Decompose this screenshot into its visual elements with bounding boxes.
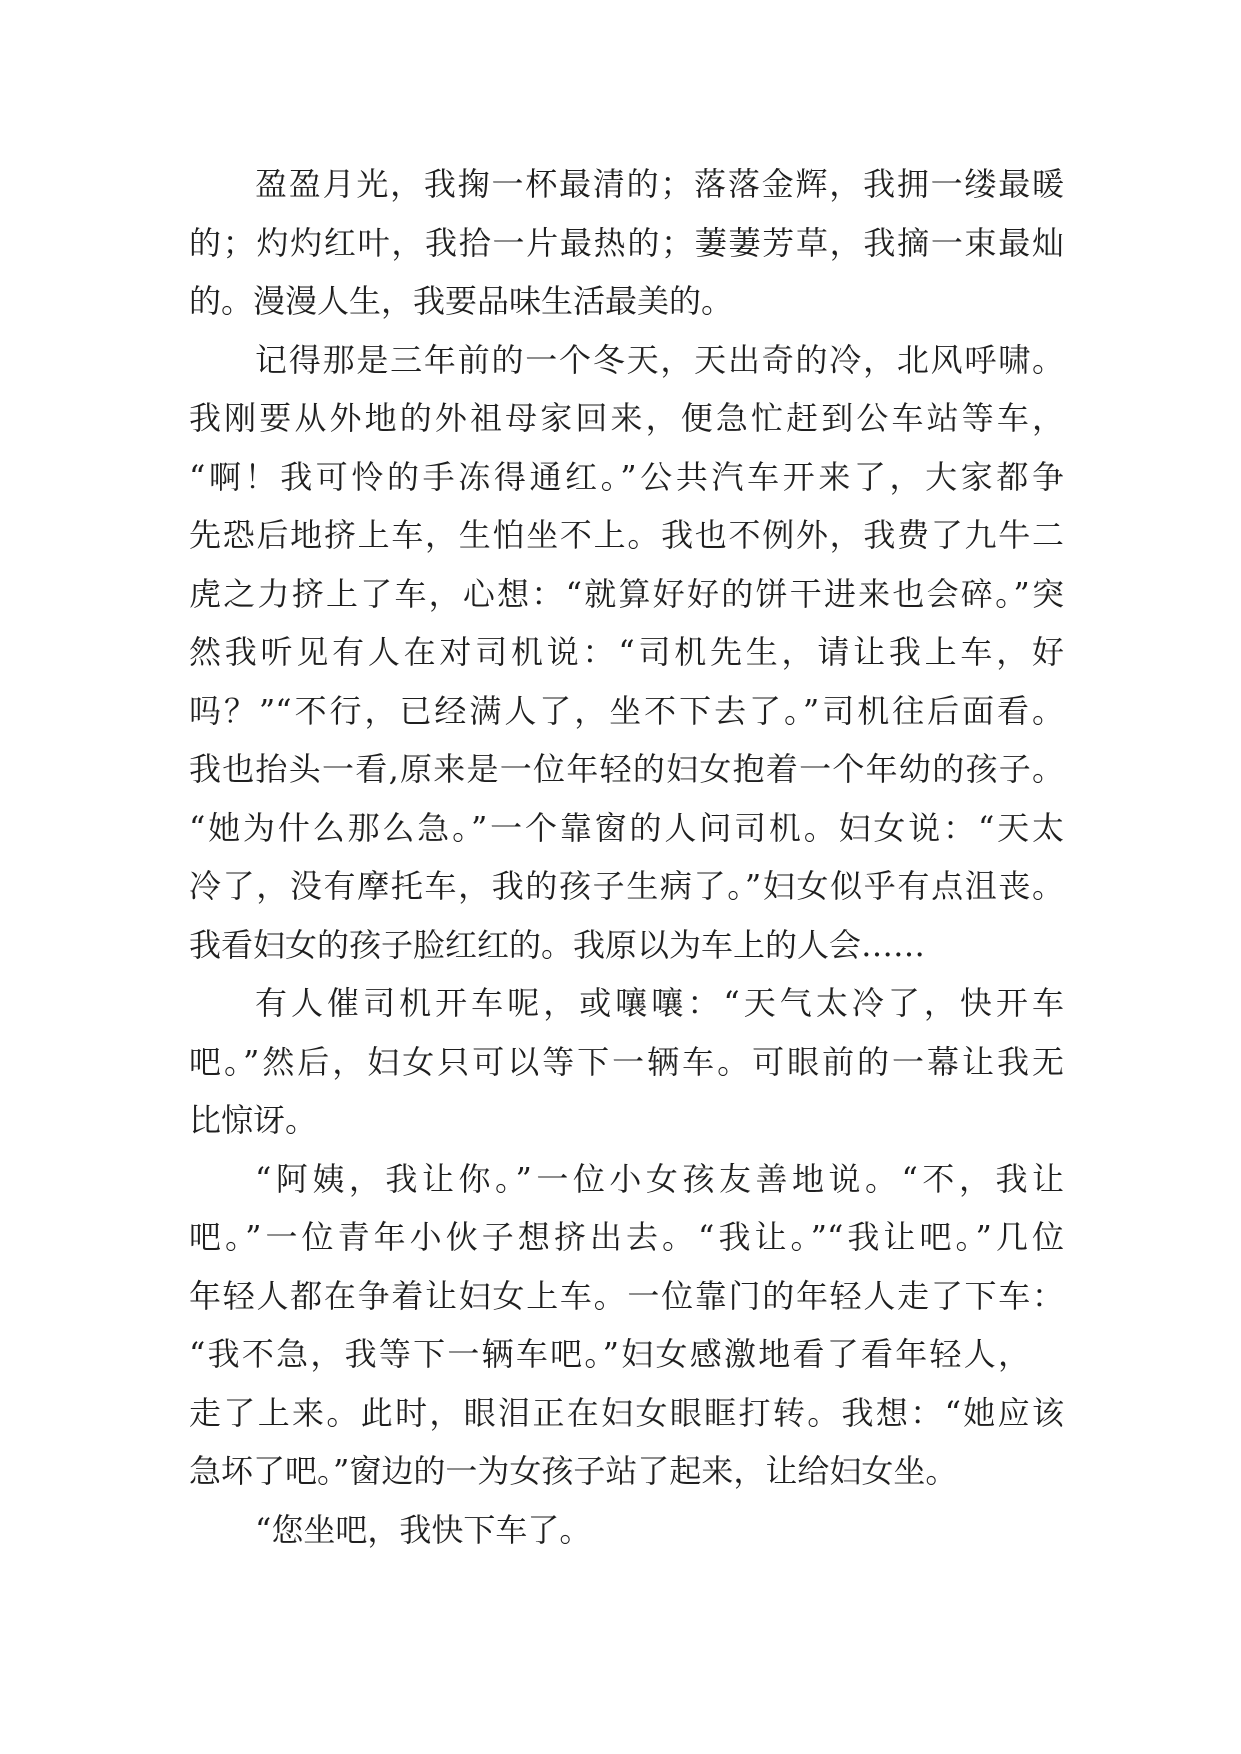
paragraph-line: 然我听见有人在对司机说：“司机先生，请让我上车，好 <box>189 633 1064 671</box>
paragraph-line: 冷了，没有摩托车，我的孩子生病了。”妇女似乎有点沮丧。 <box>189 867 1064 905</box>
paragraph-line: 先恐后地挤上车，生怕坐不上。我也不例外，我费了九牛二 <box>189 516 1064 554</box>
paragraph-line: 走了上来。此时，眼泪正在妇女眼眶打转。我想：“她应该 <box>189 1393 1064 1432</box>
paragraph-line: 的。漫漫人生，我要品味生活最美的。 <box>189 282 734 320</box>
paragraph-line: 我看妇女的孩子脸红红的。我原以为车上的人会…… <box>189 925 926 964</box>
paragraph-line: 吧。”然后，妇女只可以等下一辆车。可眼前的一幕让我无 <box>189 1042 1064 1081</box>
paragraph-4 <box>189 1150 1064 1501</box>
paragraph-line: “阿姨，我让你。”一位小女孩友善地说。“不，我让 <box>255 1159 1064 1198</box>
paragraph-3 <box>189 974 1064 1150</box>
document-body <box>189 155 1064 1559</box>
paragraph-line: 年轻人都在争着让妇女上车。一位靠门的年轻人走了下车： <box>189 1276 1064 1315</box>
paragraph-line: 有人催司机开车呢，或嚷嚷：“天气太冷了，快开车 <box>255 984 1064 1022</box>
paragraph-2 <box>189 331 1064 975</box>
paragraph-line: 吗？”“不行，已经满人了，坐不下去了。”司机往后面看。 <box>189 691 1064 730</box>
paragraph-line: 盈盈月光，我掬一杯最清的；落落金辉，我拥一缕最暖 <box>255 165 1064 203</box>
paragraph-line: 我刚要从外地的外祖母家回来，便急忙赶到公车站等车， <box>189 399 1064 437</box>
paragraph-line: “啊！我可怜的手冻得通红。”公共汽车开来了，大家都争 <box>189 457 1064 496</box>
paragraph-line: “她为什么那么急。”一个靠窗的人问司机。妇女说：“天太 <box>189 808 1064 847</box>
paragraph-5 <box>189 1501 1064 1560</box>
paragraph-line: 虎之力挤上了车，心想：“就算好好的饼干进来也会碎。”突 <box>189 574 1064 613</box>
paragraph-line: 我也抬头一看,原来是一位年轻的妇女抱着一个年幼的孩子。 <box>189 750 1064 788</box>
paragraph-line: 的；灼灼红叶，我拾一片最热的；萋萋芳草，我摘一束最灿 <box>189 223 1064 262</box>
paragraph-line: 吧。”一位青年小伙子想挤出去。“我让。”“我让吧。”几位 <box>189 1218 1064 1256</box>
paragraph-line: 急坏了吧。”窗边的一为女孩子站了起来，让给妇女坐。 <box>189 1452 958 1490</box>
paragraph-line: 比惊讶。 <box>189 1101 318 1139</box>
paragraph-line: 记得那是三年前的一个冬天，天出奇的冷，北风呼啸。 <box>255 340 1064 379</box>
paragraph-line: “我不急，我等下一辆车吧。”妇女感激地看了看年轻人， <box>189 1335 1030 1373</box>
paragraph-1 <box>189 155 1064 331</box>
paragraph-line: “您坐吧，我快下车了。 <box>255 1510 592 1549</box>
